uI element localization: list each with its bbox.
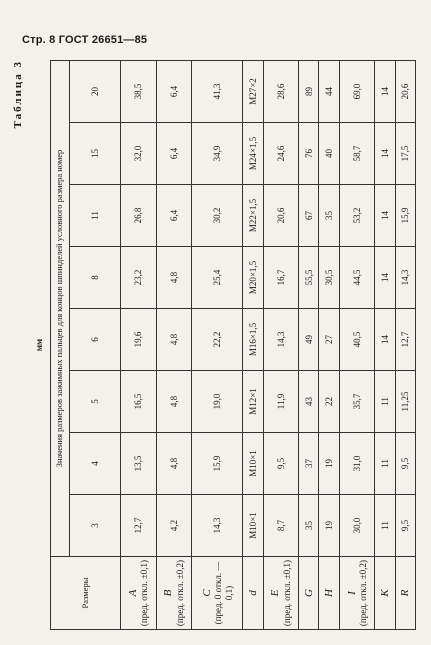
value-cell: 11 — [375, 495, 395, 557]
param-cell — [395, 557, 415, 630]
value-cell: M16×1,5 — [243, 309, 263, 371]
size-header: 11 — [70, 185, 121, 247]
size-header: 6 — [70, 309, 121, 371]
table-row — [156, 61, 192, 630]
size-header-row — [70, 61, 121, 630]
param-symbol: R — [399, 589, 411, 597]
value-cell: 23,2 — [121, 247, 157, 309]
size-header: 5 — [70, 371, 121, 433]
value-cell: 16,7 — [263, 247, 299, 309]
param-cell — [299, 557, 319, 630]
value-cell: 9,5 — [263, 433, 299, 495]
value-cell: 55,5 — [299, 247, 319, 309]
value-cell: M24×1,5 — [243, 123, 263, 185]
param-cell — [192, 557, 243, 630]
value-cell: 14,3 — [192, 495, 243, 557]
value-cell: 30,5 — [319, 247, 339, 309]
value-cell: 9,5 — [395, 433, 415, 495]
param-symbol: C — [200, 589, 213, 597]
value-cell: 8,7 — [263, 495, 299, 557]
param-tolerance-note: (пред. откл. ±0,2) — [358, 559, 369, 627]
value-cell: 44,5 — [339, 247, 375, 309]
value-cell: 69,0 — [339, 61, 375, 123]
value-cell: 4,8 — [156, 433, 192, 495]
value-cell: 32,0 — [121, 123, 157, 185]
value-cell: 19 — [319, 433, 339, 495]
param-cell — [375, 557, 395, 630]
table-row — [339, 61, 375, 630]
value-cell: 14 — [375, 61, 395, 123]
value-cell: M12×1 — [243, 371, 263, 433]
value-cell: 17,5 — [395, 123, 415, 185]
table-row — [395, 61, 415, 630]
value-cell: 26,8 — [121, 185, 157, 247]
value-cell: 4,8 — [156, 247, 192, 309]
param-cell — [339, 557, 375, 630]
value-cell: 27 — [319, 309, 339, 371]
unit-label: мм — [34, 338, 44, 352]
value-cell: 15,9 — [192, 433, 243, 495]
dimensions-table — [50, 60, 416, 630]
value-cell: 89 — [299, 61, 319, 123]
value-cell: 16,5 — [121, 371, 157, 433]
page-header: Стр. 8 ГОСТ 26651—85 — [22, 34, 148, 46]
table-caption: Значения размеров зажимных пальцев для концов шпинделей условного размера номер — [51, 61, 70, 557]
param-tolerance-note: (пред. 0 откл. —0,1) — [213, 561, 234, 625]
value-cell: 19,0 — [192, 371, 243, 433]
value-cell: 14 — [375, 123, 395, 185]
param-symbol: G — [302, 589, 315, 597]
value-cell: 14 — [375, 247, 395, 309]
value-cell: 76 — [299, 123, 319, 185]
param-cell — [243, 557, 263, 630]
value-cell: 13,5 — [121, 433, 157, 495]
param-symbol: H — [322, 589, 335, 597]
value-cell: 6,4 — [156, 123, 192, 185]
value-cell: 41,3 — [192, 61, 243, 123]
param-symbol: A — [126, 589, 139, 597]
value-cell: 40 — [319, 123, 339, 185]
table-caption-row — [51, 61, 70, 630]
param-tolerance-note: (пред. откл. ±0,1) — [282, 559, 293, 627]
value-cell: 12,7 — [395, 309, 415, 371]
value-cell: 53,2 — [339, 185, 375, 247]
value-cell: M27×2 — [243, 61, 263, 123]
param-symbol: d — [246, 590, 259, 596]
value-cell: M10×1 — [243, 433, 263, 495]
value-cell: 15,9 — [395, 185, 415, 247]
size-header: 3 — [70, 495, 121, 557]
value-cell: 30,2 — [192, 185, 243, 247]
value-cell: 44 — [319, 61, 339, 123]
table-row — [319, 61, 339, 630]
table-row — [299, 61, 319, 630]
param-header: Размеры — [51, 557, 121, 630]
value-cell: 4,8 — [156, 309, 192, 371]
value-cell: 20,6 — [395, 61, 415, 123]
value-cell: 14 — [375, 185, 395, 247]
value-cell: 67 — [299, 185, 319, 247]
value-cell: 37 — [299, 433, 319, 495]
value-cell: 22 — [319, 371, 339, 433]
value-cell: 11,9 — [263, 371, 299, 433]
value-cell: 24,6 — [263, 123, 299, 185]
param-symbol: K — [378, 589, 391, 597]
value-cell: 25,4 — [192, 247, 243, 309]
value-cell: 11 — [375, 371, 395, 433]
value-cell: 22,2 — [192, 309, 243, 371]
value-cell: 6,4 — [156, 185, 192, 247]
value-cell: 14 — [375, 309, 395, 371]
param-symbol: E — [269, 589, 282, 597]
size-header: 15 — [70, 123, 121, 185]
table-row — [375, 61, 395, 630]
value-cell: 38,5 — [121, 61, 157, 123]
rotated-table-area — [12, 60, 426, 630]
value-cell: 34,9 — [192, 123, 243, 185]
value-cell: 28,6 — [263, 61, 299, 123]
table-row — [243, 61, 263, 630]
size-header: 8 — [70, 247, 121, 309]
value-cell: 19,6 — [121, 309, 157, 371]
value-cell: 31,0 — [339, 433, 375, 495]
value-cell: 58,7 — [339, 123, 375, 185]
value-cell: 11 — [375, 433, 395, 495]
value-cell: M20×1,5 — [243, 247, 263, 309]
value-cell: 35,7 — [339, 371, 375, 433]
value-cell: 12,7 — [121, 495, 157, 557]
table-title: Таблица 3 — [12, 60, 24, 129]
param-symbol: B — [162, 589, 175, 597]
value-cell: M10×1 — [243, 495, 263, 557]
value-cell: 35 — [319, 185, 339, 247]
param-cell — [156, 557, 192, 630]
value-cell: 4,8 — [156, 371, 192, 433]
value-cell: 11,25 — [395, 371, 415, 433]
table-row — [192, 61, 243, 630]
value-cell: 49 — [299, 309, 319, 371]
table-row — [263, 61, 299, 630]
value-cell: 19 — [319, 495, 339, 557]
param-cell — [319, 557, 339, 630]
size-header: 20 — [70, 61, 121, 123]
table-body — [121, 61, 416, 630]
value-cell: 30,0 — [339, 495, 375, 557]
value-cell: 4,2 — [156, 495, 192, 557]
value-cell: 14,3 — [395, 247, 415, 309]
rotated-content — [12, 60, 426, 630]
size-header: 4 — [70, 433, 121, 495]
value-cell: 20,6 — [263, 185, 299, 247]
value-cell: 40,5 — [339, 309, 375, 371]
param-cell — [263, 557, 299, 630]
param-cell — [121, 557, 157, 630]
param-tolerance-note: (пред. откл. ±0,2) — [175, 559, 186, 627]
value-cell: M22×1,5 — [243, 185, 263, 247]
param-symbol: I — [345, 591, 358, 595]
param-tolerance-note: (пред. откл. ±0,1) — [139, 559, 150, 627]
value-cell: 14,3 — [263, 309, 299, 371]
value-cell: 35 — [299, 495, 319, 557]
value-cell: 43 — [299, 371, 319, 433]
value-cell: 6,4 — [156, 61, 192, 123]
table-row — [121, 61, 157, 630]
value-cell: 9,5 — [395, 495, 415, 557]
